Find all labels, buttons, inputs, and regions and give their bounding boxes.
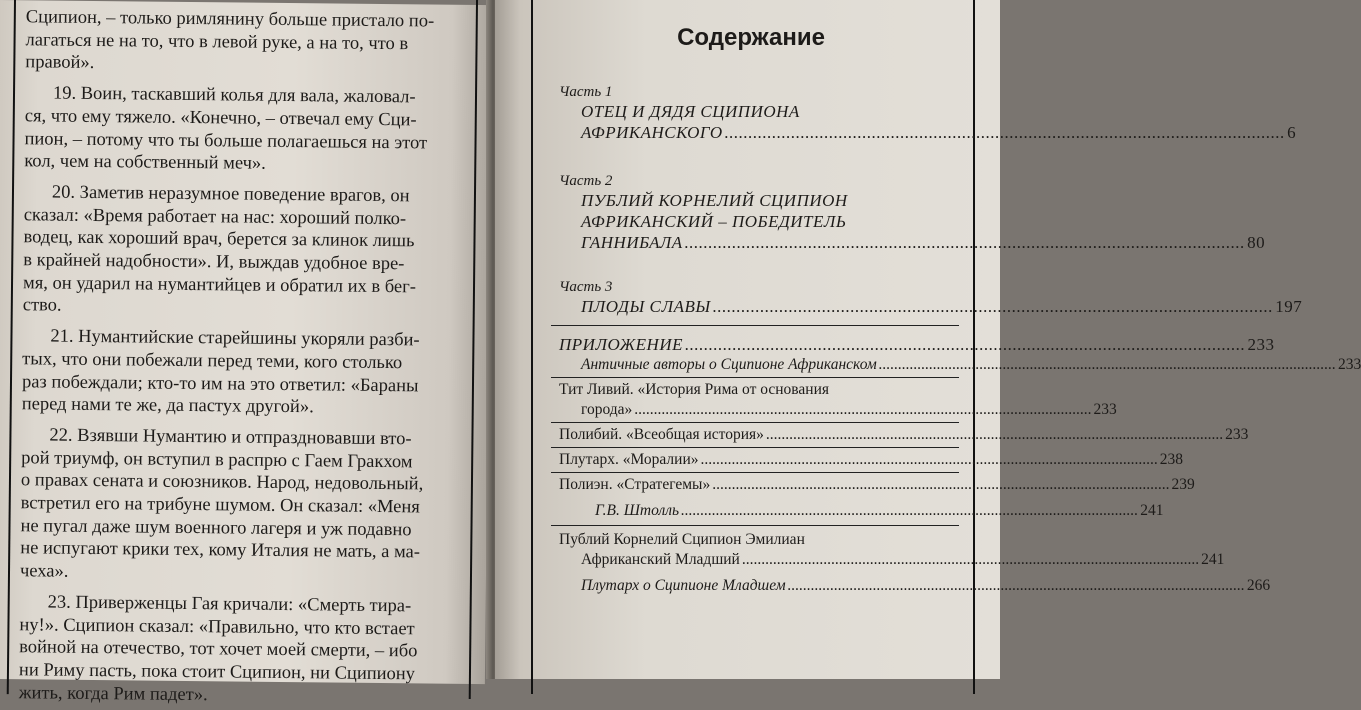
toc-part-1[interactable] xyxy=(559,84,1297,143)
text-line: правой». xyxy=(25,52,95,74)
toc-entry[interactable]: Публий Корнелий Сципион Эмилиан Африканский Младший ..... 241 xyxy=(559,530,959,570)
toc-entry xyxy=(559,334,1275,355)
page-number: 197 xyxy=(1275,297,1303,316)
text-line: ну!». Сципион сказал: «Правильно, что кто встает xyxy=(19,614,415,639)
toc-entry[interactable]: Полибий. «Всеобщая история» ..... 233 xyxy=(559,425,959,445)
text-line: в крайней надобности». И, выждав удобное вре- xyxy=(23,250,405,275)
part-label: Часть 2 xyxy=(559,173,613,189)
text-line: Сципион, – только римлянину больше пристало по- xyxy=(25,7,435,32)
text-line: 21. Нумантийские старейшины укоряли разби- xyxy=(50,326,420,351)
text-line: 19. Воин, таскавший колья для вала, жаловал- xyxy=(52,83,416,108)
text-line: встретил его на трибуне шумом. Он сказал: «Меня xyxy=(20,493,420,518)
part-title-last: АФРИКАНСКОГО xyxy=(581,123,723,142)
toc-entry[interactable]: Античные авторы о Сципионе Африканском ..... 233 xyxy=(581,355,959,375)
text-line: лагаться не на то, что в левой руке, а на то, что в xyxy=(25,29,409,54)
text-line: водец, как хороший врач, берется за клинок лишь xyxy=(23,227,415,252)
part-title-line: ОТЕЦ И ДЯДЯ СЦИПИОНА xyxy=(581,102,800,121)
page-number: 266 xyxy=(1246,577,1271,594)
text-line: 23. Приверженцы Гая кричали: «Смерть тира- xyxy=(47,592,412,617)
text-line: мя, он ударил на нумантийцев и обратил их в бег- xyxy=(22,272,417,298)
part-title-last: ГАННИБАЛА xyxy=(581,233,683,252)
text-line: рой триумф, он вступил в распрю с Гаем Гракхом xyxy=(21,447,413,473)
toc-entry xyxy=(581,296,1303,317)
text-line: войной на отечество, тот хочет моей смерти, – ибо xyxy=(19,637,418,662)
left-page-text xyxy=(19,6,464,709)
page-number: 238 xyxy=(1159,451,1184,468)
text-line: раз побеждали; кто-то им на это ответил: «Бараны xyxy=(21,371,419,396)
text-line: тых, что они побежали перед теми, кого столько xyxy=(22,349,403,374)
part-title-last: ПЛОДЫ СЛАВЫ xyxy=(581,297,711,316)
text-line: 22. Взявши Нумантию и отпраздновавши вто- xyxy=(49,425,412,450)
page-number: 6 xyxy=(1287,123,1297,142)
text-line: не испугают крики тех, кому Италия не мать, а ма- xyxy=(20,538,421,563)
divider xyxy=(551,447,959,448)
toc-entry[interactable]: Полиэн. «Стратегемы» ..... 239 xyxy=(559,475,959,495)
toc-entry xyxy=(581,232,1266,253)
text-line: ство. xyxy=(22,295,62,317)
text-line: перед нами те же, да пастух другой». xyxy=(21,394,314,418)
appendix-title: ПРИЛОЖЕНИЕ xyxy=(559,335,683,354)
right-page xyxy=(495,0,1361,679)
page-number: 233 xyxy=(1338,356,1361,373)
toc-part-3[interactable] xyxy=(559,279,1303,317)
divider xyxy=(551,325,959,326)
part-label: Часть 1 xyxy=(559,84,613,100)
page-number: 233 xyxy=(1225,426,1249,443)
toc-entry[interactable]: Тит Ливий. «История Рима от основания города» ..... 233 xyxy=(559,380,959,420)
text-line: жить, когда Рим падет». xyxy=(18,682,208,705)
page-number: 80 xyxy=(1247,233,1266,252)
toc-entry[interactable]: Плутарх. «Моралии» ..... 238 xyxy=(559,450,959,470)
text-line: не пугал даже шум военного лагеря и уж подавно xyxy=(20,516,412,541)
text-line: пион, – потому что ты больше полагаешься на этот xyxy=(24,128,428,153)
text-line: кол, чем на собственный меч». xyxy=(24,151,266,175)
toc-entry[interactable]: Г.В. Штолль ..... 241 xyxy=(595,501,959,521)
page-number: 241 xyxy=(1201,551,1225,568)
part-title-line: ПУБЛИЙ КОРНЕЛИЙ СЦИПИОН xyxy=(581,191,848,210)
toc-entry[interactable]: Плутарх о Сципионе Младшем ..... 266 xyxy=(581,576,959,596)
text-line: чеха». xyxy=(19,561,69,582)
toc-entry xyxy=(581,122,1297,143)
text-line: о правах сената и союзников. Народ, недовольный, xyxy=(20,470,424,495)
page-number: 239 xyxy=(1171,476,1195,493)
part-label: Часть 3 xyxy=(559,279,613,295)
text-line: 20. Заметив неразумное поведение врагов, он xyxy=(51,182,410,207)
toc-part-2[interactable] xyxy=(559,173,1266,253)
toc-title: Содержание xyxy=(677,24,825,51)
toc-appendix[interactable] xyxy=(559,334,1361,596)
divider xyxy=(551,472,959,473)
left-page xyxy=(0,0,492,705)
divider xyxy=(551,422,959,423)
page-number: 233 xyxy=(1093,401,1117,418)
page-number: 233 xyxy=(1247,335,1275,354)
divider xyxy=(551,525,959,526)
part-title-line: АФРИКАНСКИЙ – ПОБЕДИТЕЛЬ xyxy=(581,212,847,231)
text-line: сказал: «Время работает на нас: хороший полко- xyxy=(23,204,407,229)
page-number: 241 xyxy=(1140,502,1164,519)
table-of-contents xyxy=(559,78,1361,596)
text-line: ни Риму пасть, пока стоит Сципион, ни Сципиону xyxy=(18,660,416,685)
text-line: ся, что ему тяжело. «Конечно, – отвечал ему Сци- xyxy=(24,106,417,131)
divider xyxy=(551,377,959,378)
